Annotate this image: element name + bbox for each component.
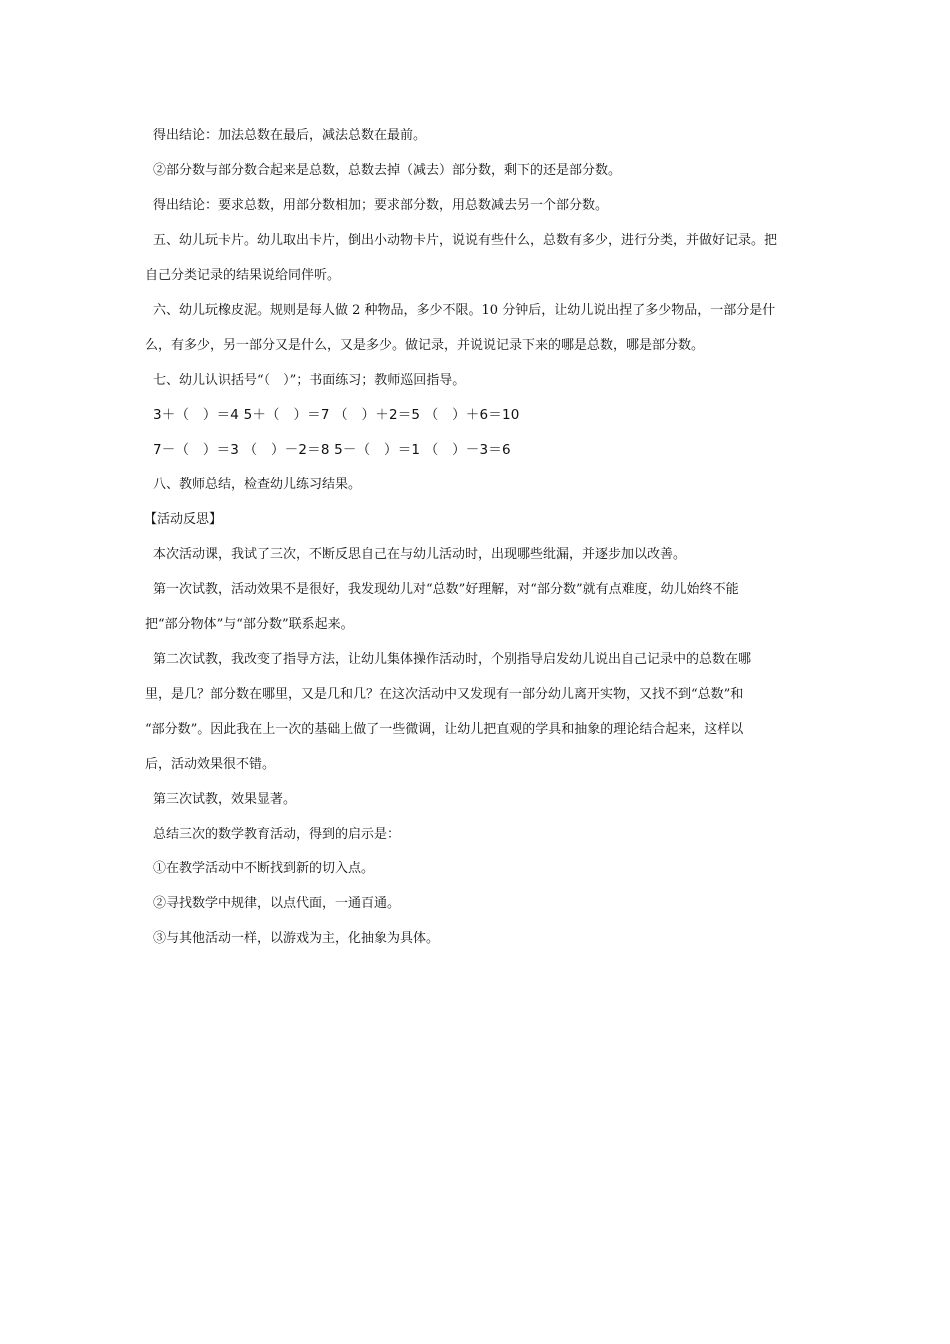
step-6-line-1: 六、幼儿玩橡皮泥。规则是每人做 2 种物品，多少不限。10 分钟后，让幼儿说出捏了多少物品，一部分是什 [153, 303, 776, 318]
conclusion-1: 得出结论：加法总数在最后，减法总数在最前。 [153, 128, 427, 143]
first-trial-line-1: 第一次试教，活动效果不是很好，我发现幼儿对“总数”好理解，对“部分数”就有点难度，幼儿始终不能 [153, 582, 739, 597]
step-8: 八、教师总结，检查幼儿练习结果。 [153, 477, 362, 492]
step-6-line-2: 么，有多少，另一部分又是什么，又是多少。做记录，并说说记录下来的哪是总数，哪是部分数。 [145, 338, 705, 353]
summary-intro: 总结三次的数学教育活动，得到的启示是： [153, 827, 401, 842]
first-trial-line-2: 把“部分物体”与“部分数”联系起来。 [145, 617, 354, 632]
second-trial-line-2: 里，是几？部分数在哪里，又是几和几？在这次活动中又发现有一部分幼儿离开实物，又找不到“总数”和 [145, 687, 744, 702]
second-trial-line-1: 第二次试教，我改变了指导方法，让幼儿集体操作活动时，个别指导启发幼儿说出自己记录中的总数在哪 [153, 652, 752, 667]
exercise-row-1: 3＋（ ）＝4 5＋（ ）＝7 （ ）＋2＝5 （ ）＋6＝10 [153, 407, 520, 423]
point-2: ②部分数与部分数合起来是总数，总数去掉（减去）部分数，剩下的还是部分数。 [153, 163, 622, 178]
second-trial-line-3: “部分数”。因此我在上一次的基础上做了一些微调，让幼儿把直观的学具和抽象的理论结合起来，这样以 [145, 722, 744, 737]
section-heading-reflection: 【活动反思】 [144, 512, 223, 527]
exercise-row-2: 7－（ ）＝3 （ ）－2＝8 5－（ ）＝1 （ ）－3＝6 [153, 442, 511, 458]
step-7: 七、幼儿认识括号“（ ）”；书面练习；教师巡回指导。 [153, 373, 466, 388]
step-5-line-2: 自己分类记录的结果说给同伴听。 [145, 268, 341, 283]
second-trial-line-4: 后，活动效果很不错。 [145, 757, 276, 772]
insight-3: ③与其他活动一样，以游戏为主，化抽象为具体。 [153, 931, 440, 946]
conclusion-2: 得出结论：要求总数，用部分数相加；要求部分数，用总数减去另一个部分数。 [153, 198, 609, 213]
step-5-line-1: 五、幼儿玩卡片。幼儿取出卡片，倒出小动物卡片，说说有些什么，总数有多少，进行分类，并做好记录。把 [153, 233, 778, 248]
reflection-intro: 本次活动课，我试了三次，不断反思自己在与幼儿活动时，出现哪些纰漏，并逐步加以改善。 [153, 547, 687, 562]
insight-1: ①在教学活动中不断找到新的切入点。 [153, 861, 375, 876]
insight-2: ②寻找数学中规律，以点代面，一通百通。 [153, 896, 401, 911]
third-trial: 第三次试教，效果显著。 [153, 792, 297, 807]
